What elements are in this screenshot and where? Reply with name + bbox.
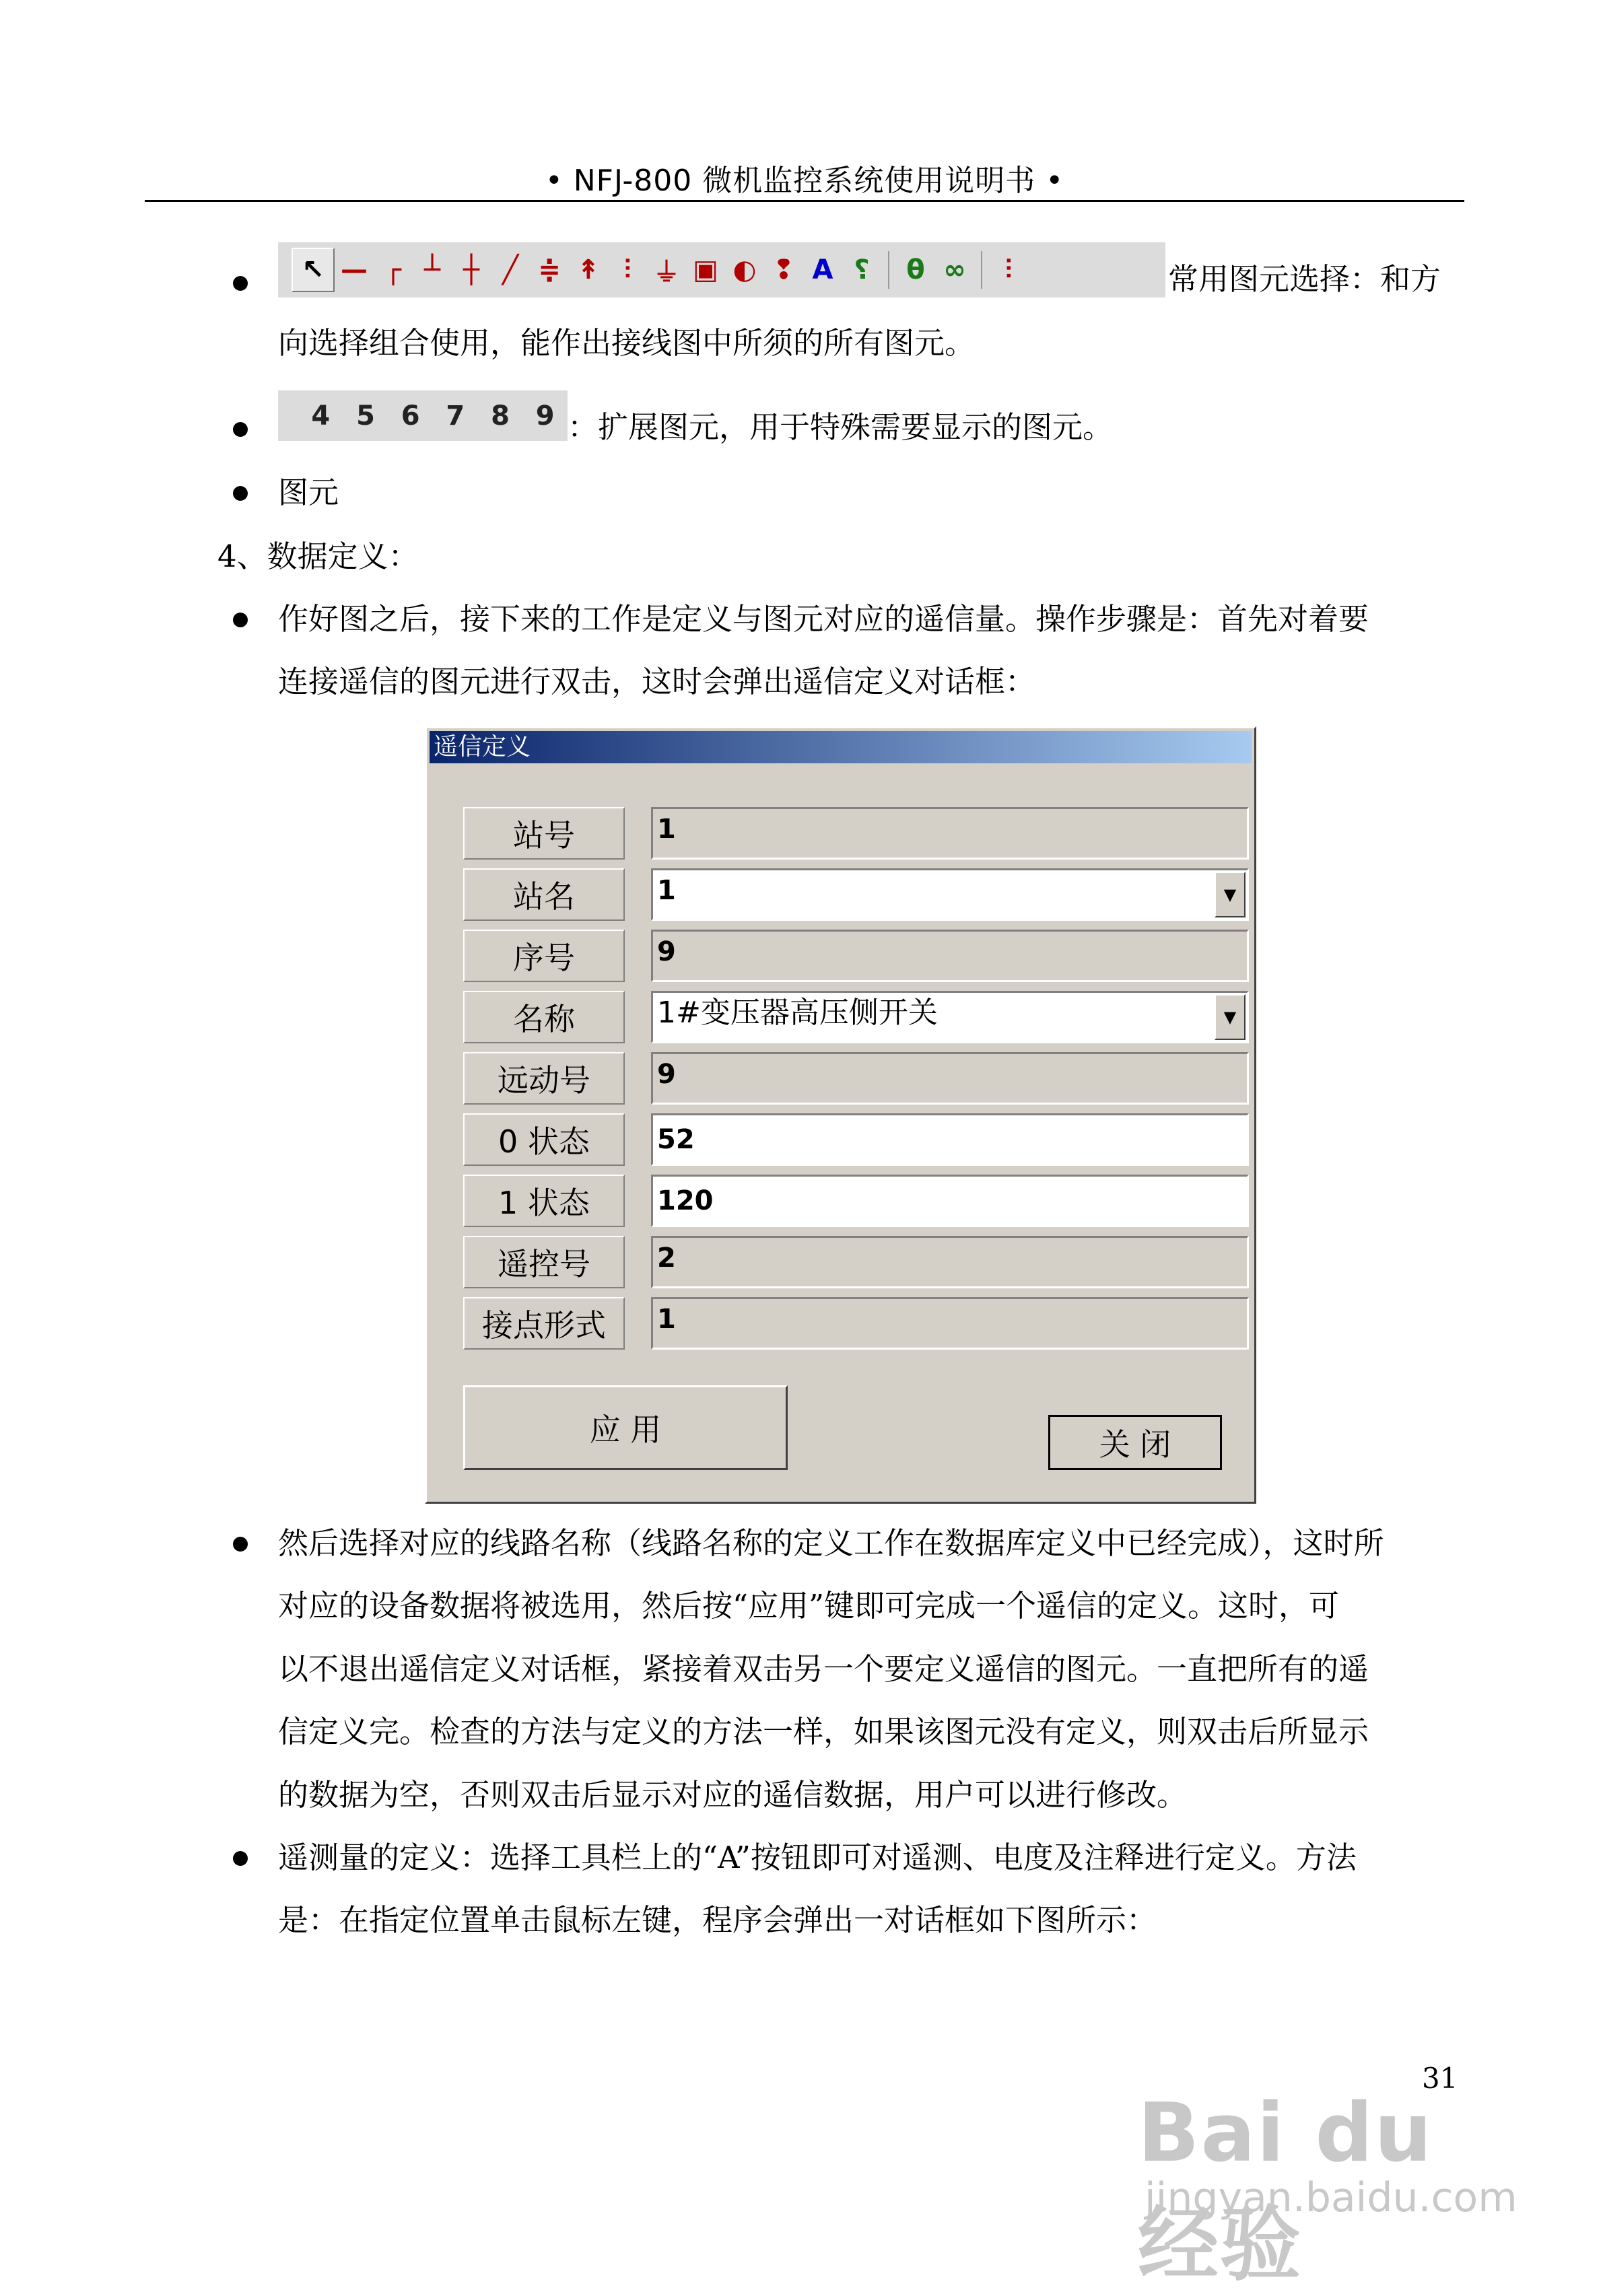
label-state-0: 0 状态 bbox=[463, 1113, 625, 1166]
extension-toolbar bbox=[278, 390, 568, 441]
watermark-url: jingyan.baidu.com bbox=[1145, 2174, 1517, 2221]
ext-element-button[interactable]: 9 bbox=[535, 400, 555, 431]
remote-control-no-field: 2 bbox=[651, 1236, 1249, 1288]
ext-element-button[interactable]: 4 bbox=[311, 400, 331, 431]
label-state-1: 1 状态 bbox=[463, 1175, 625, 1227]
cross-icon[interactable]: ┼ bbox=[463, 254, 480, 285]
label-contact-type: 接点形式 bbox=[463, 1297, 625, 1350]
paragraph-text: 是：在指定位置单击鼠标左键，程序会弹出一对话框如下图所示： bbox=[278, 1902, 1157, 1938]
signal-definition-dialog bbox=[425, 726, 1256, 1504]
label-remote-control-no: 遥控号 bbox=[463, 1236, 625, 1288]
diagonal-icon[interactable]: ╱ bbox=[502, 254, 519, 285]
name-combo[interactable] bbox=[651, 991, 1249, 1043]
station-name-value: 1 bbox=[657, 875, 676, 906]
name-value: 1#变压器高压侧开关 bbox=[657, 996, 938, 1030]
element-toolbar bbox=[278, 242, 1165, 298]
bullet bbox=[233, 276, 248, 291]
paragraph-text: 的数据为空，否则双击后显示对应的遥信数据，用户可以进行修改。 bbox=[278, 1777, 1188, 1813]
paragraph-text: 常用图元选择：和方 bbox=[1168, 261, 1441, 297]
toolbar-separator bbox=[888, 251, 889, 289]
transformer-icon[interactable]: ≑ bbox=[538, 254, 561, 285]
paragraph-text: 对应的设备数据将被选用，然后按“应用”键即可完成一个遥信的定义。这时，可 bbox=[278, 1588, 1340, 1624]
ct-icon[interactable]: ∞ bbox=[943, 254, 966, 285]
label-telecontrol-no: 远动号 bbox=[463, 1052, 625, 1105]
telecontrol-no-field: 9 bbox=[651, 1052, 1249, 1105]
line-icon[interactable]: — bbox=[341, 254, 368, 285]
sequence-no-field: 9 bbox=[651, 930, 1249, 982]
tee-icon[interactable]: ┴ bbox=[423, 254, 441, 285]
bullet bbox=[233, 1537, 248, 1552]
watermark-logo: Bai du 经验 bbox=[1138, 2087, 1433, 2292]
ext-element-button[interactable]: 7 bbox=[446, 400, 465, 431]
fuse-icon[interactable]: ❢ bbox=[772, 254, 795, 285]
label-sequence-no: 序号 bbox=[463, 930, 625, 982]
label-station-no: 站号 bbox=[463, 807, 625, 860]
coil-icon[interactable]: θ bbox=[906, 254, 925, 285]
paragraph-text: 然后选择对应的线路名称（线路名称的定义工作在数据库定义中已经完成），这时所 bbox=[278, 1525, 1384, 1561]
paragraph-text: ：扩展图元，用于特殊需要显示的图元。 bbox=[568, 409, 1114, 445]
page-number: 31 bbox=[1422, 2062, 1458, 2095]
disconnect-icon[interactable]: ↟ bbox=[577, 254, 600, 285]
pointer-icon[interactable]: ↖ bbox=[292, 248, 335, 292]
page-header: • NFJ-800 微机监控系统使用说明书 • bbox=[545, 164, 1064, 198]
toolbar-separator bbox=[981, 251, 982, 289]
paragraph-text: 连接遥信的图元进行双击，这时会弹出遥信定义对话框： bbox=[278, 664, 1036, 699]
bullet bbox=[233, 422, 248, 437]
paragraph-text: 向选择组合使用，能作出接线图中所须的所有图元。 bbox=[278, 325, 976, 361]
switch-icon[interactable]: ⫶ bbox=[624, 254, 631, 285]
breaker-icon[interactable]: ⏚ bbox=[653, 256, 680, 288]
text-icon[interactable]: A bbox=[812, 254, 833, 285]
label-station-name: 站名 bbox=[463, 868, 625, 921]
box-icon[interactable]: ▣ bbox=[693, 254, 718, 285]
ext-element-button[interactable]: 6 bbox=[401, 400, 420, 431]
bullet bbox=[233, 613, 248, 627]
label-name: 名称 bbox=[463, 991, 625, 1043]
header-rule bbox=[145, 200, 1464, 202]
paragraph-text: 以不退出遥信定义对话框，紧接着双击另一个要定义遥信的图元。一直把所有的遥 bbox=[278, 1651, 1369, 1687]
chevron-down-icon[interactable]: ▼ bbox=[1215, 872, 1246, 917]
arrester-icon[interactable]: ⸮ bbox=[854, 254, 870, 285]
baidu-watermark bbox=[1138, 2060, 1517, 2292]
state-1-input[interactable] bbox=[651, 1175, 1249, 1227]
paragraph-text: 信定义完。检查的方法与定义的方法一样，如果该图元没有定义，则双击后所显示 bbox=[278, 1714, 1369, 1749]
paragraph-text: 图元 bbox=[278, 475, 339, 510]
station-name-combo[interactable] bbox=[651, 868, 1249, 921]
multi-icon[interactable]: ⫶ bbox=[1005, 254, 1012, 285]
chevron-down-icon[interactable]: ▼ bbox=[1215, 994, 1246, 1040]
ground-icon[interactable]: ◐ bbox=[732, 254, 757, 285]
ext-element-button[interactable]: 5 bbox=[356, 400, 375, 431]
paragraph-text: 遥测量的定义：选择工具栏上的“A”按钮即可对遥测、电度及注释进行定义。方法 bbox=[278, 1840, 1357, 1875]
station-no-field: 1 bbox=[651, 807, 1249, 860]
section-heading: 4、数据定义： bbox=[217, 538, 419, 574]
state-0-input[interactable] bbox=[651, 1113, 1249, 1166]
close-button[interactable]: 关 闭 bbox=[1048, 1415, 1222, 1470]
apply-button[interactable]: 应 用 bbox=[463, 1385, 788, 1470]
paragraph-text: 作好图之后，接下来的工作是定义与图元对应的遥信量。操作步骤是：首先对着要 bbox=[278, 601, 1369, 637]
bullet bbox=[233, 486, 248, 501]
dialog-title: 遥信定义 bbox=[430, 731, 1252, 763]
ext-element-button[interactable]: 8 bbox=[491, 400, 510, 431]
bullet bbox=[233, 1851, 248, 1866]
contact-type-field: 1 bbox=[651, 1297, 1249, 1350]
corner-icon[interactable]: ┌ bbox=[384, 254, 402, 285]
